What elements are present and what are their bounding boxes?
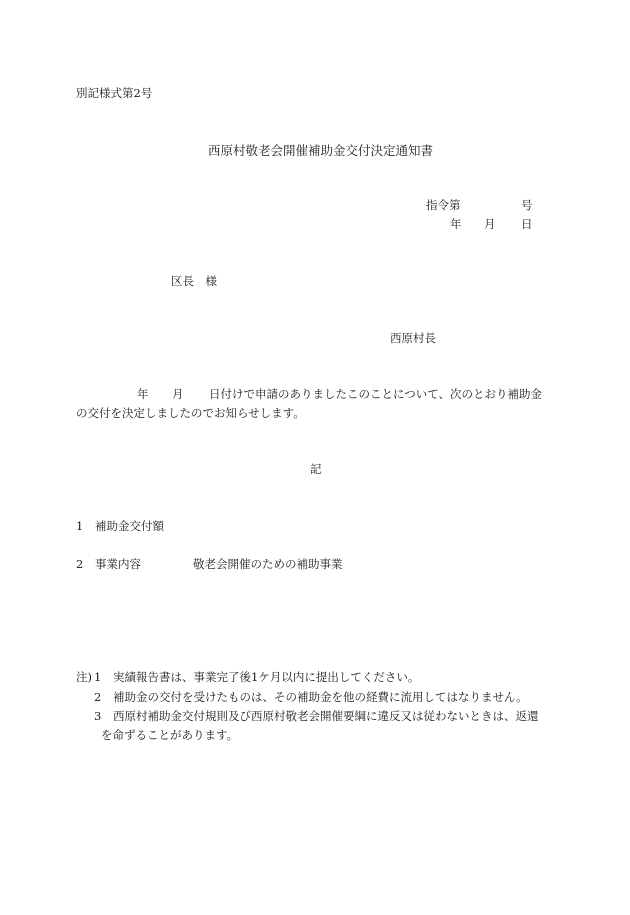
note-3-text: 西原村補助金交付規則及び西原村敬老会開催要綱に違反又は従わないときは、返還 [113, 709, 539, 723]
date-year: 年 [450, 217, 462, 231]
note-1-number: 1 [94, 670, 102, 684]
notes-prefix: 注) [76, 670, 92, 684]
body-text-line1: 日付けで申請のありましたこのことについて、次のとおり補助金 [209, 387, 543, 401]
date-day: 日 [521, 217, 533, 231]
ki-heading: 記 [310, 462, 322, 476]
sender: 西原村長 [390, 331, 436, 345]
document-title: 西原村敬老会開催補助金交付決定通知書 [208, 143, 434, 158]
body-text-line2: の交付を決定しましたのでお知らせします。 [76, 406, 305, 420]
item-2-label: 事業内容 [95, 557, 141, 571]
doc-number-prefix: 指令第 [426, 198, 461, 212]
note-2-number: 2 [94, 690, 102, 704]
item-2-number: 2 [76, 557, 84, 571]
item-1-label: 補助金交付額 [95, 519, 164, 533]
note-2-text: 補助金の交付を受けたものは、その補助金を他の経費に流用してはなりません。 [113, 690, 528, 704]
item-1-number: 1 [76, 519, 84, 533]
note-3-number: 3 [94, 709, 102, 723]
form-label: 別記様式第2号 [76, 86, 153, 100]
date-month: 月 [484, 217, 496, 231]
note-1-text: 実績報告書は、事業完了後1ケ月以内に提出してください。 [113, 670, 420, 684]
recipient: 区長 様 [171, 274, 217, 288]
doc-number-suffix: 号 [521, 198, 533, 212]
note-3-continuation: を命ずることがあります。 [101, 728, 239, 742]
body-month: 月 [172, 387, 184, 401]
body-year: 年 [137, 387, 149, 401]
item-2-value: 敬老会開催のための補助事業 [193, 557, 343, 571]
